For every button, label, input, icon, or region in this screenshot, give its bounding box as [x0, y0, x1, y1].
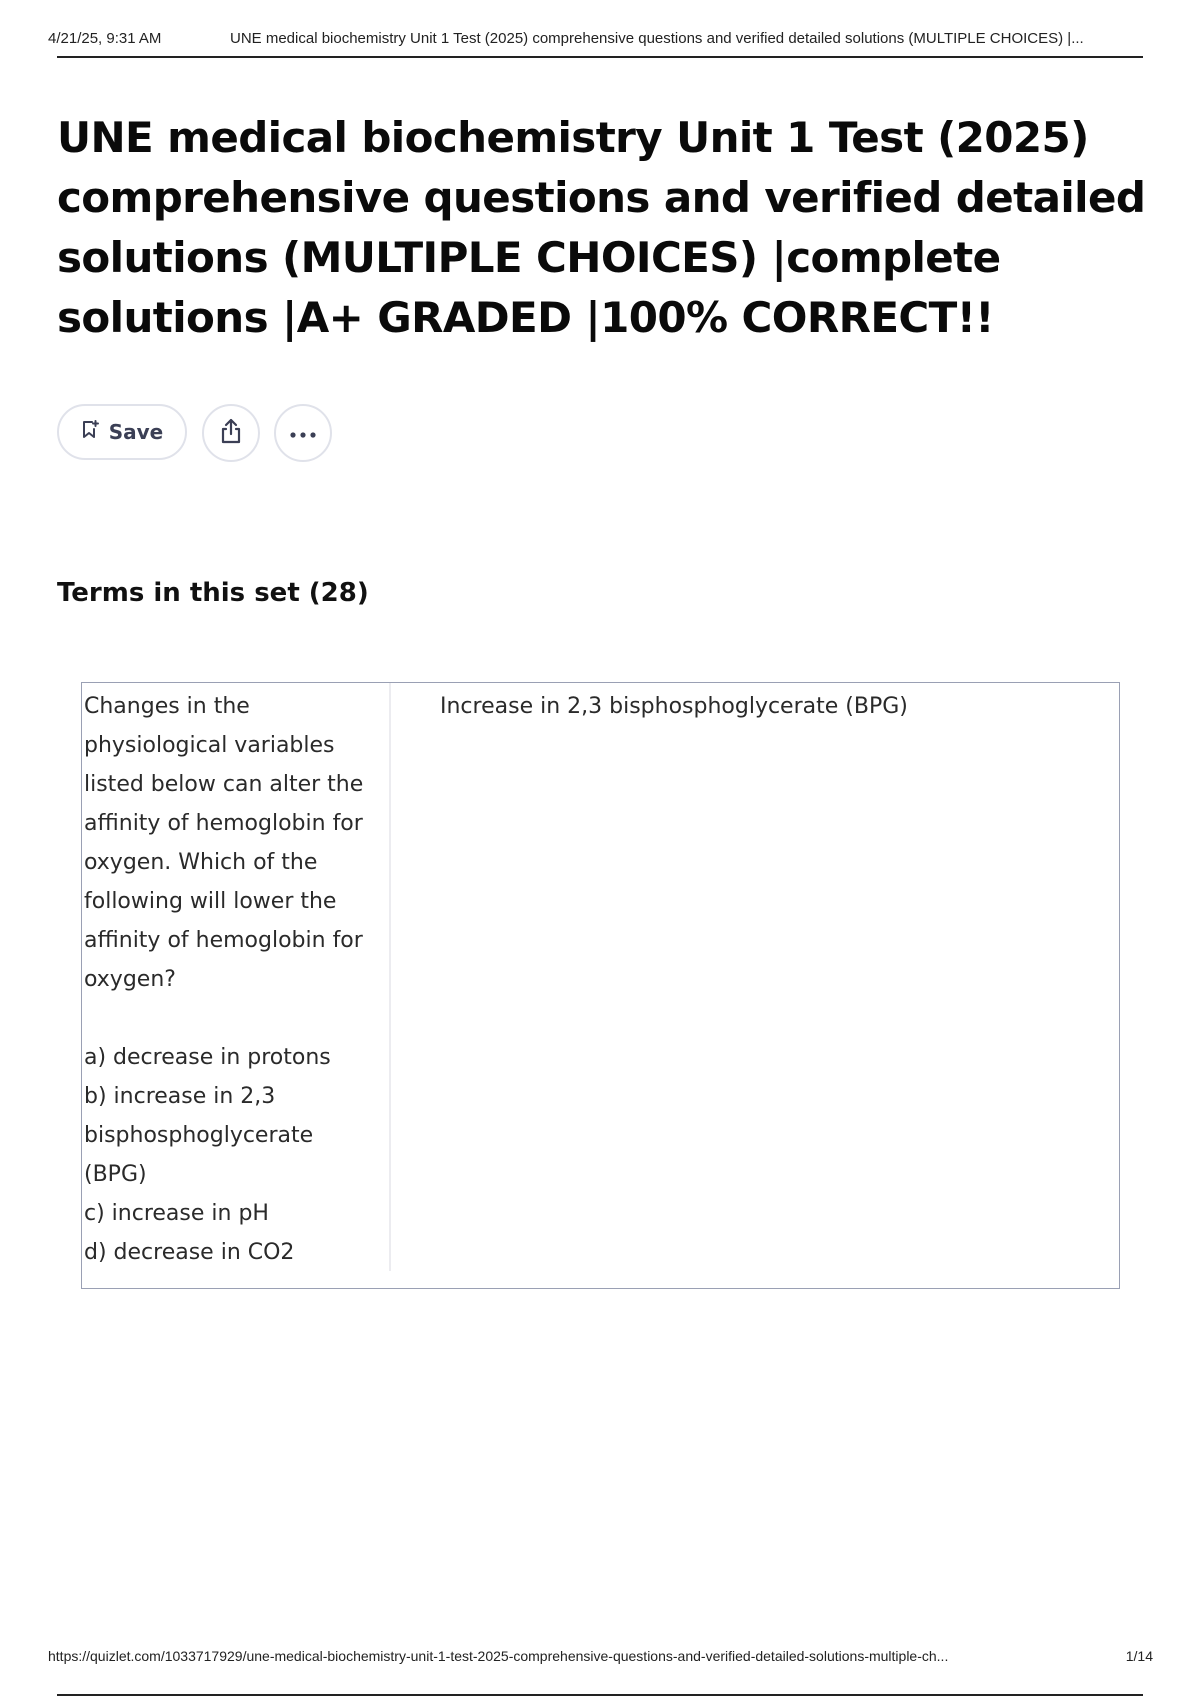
share-icon — [218, 417, 244, 449]
print-footer — [48, 1648, 1153, 1672]
term-definition: Increase in 2,3 bisphosphoglycerate (BPG) — [440, 694, 908, 719]
footer-divider — [57, 1694, 1143, 1696]
more-icon — [289, 424, 317, 443]
term-question: Changes in the physiological variables listed below can alter the affinity of hemoglobin for oxygen. Which of the following will lower the affinity of hemoglobin for oxygen? a) decrease in protons b) increase in 2,3 bisphosphoglycerate (BPG) c) increase in pH d) decrease in CO2 — [84, 694, 364, 1265]
save-label: Save — [108, 420, 164, 444]
page-number: 1/14 — [1125, 1648, 1153, 1664]
term-card — [81, 682, 1120, 1289]
bookmark-icon — [81, 420, 99, 445]
print-url: https://quizlet.com/1033717929/une-medical-biochemistry-unit-1-test-2025-comprehensive-questions-and-verified-detailed-solutions-multiple-ch... — [48, 1648, 949, 1664]
header-divider — [57, 56, 1143, 58]
print-date: 4/21/25, 9:31 AM — [48, 30, 162, 47]
page-title: UNE medical biochemistry Unit 1 Test (2025) comprehensive questions and verified detailed solutions (MULTIPLE CHOICES) |complete solutions |A+ GRADED |100% CORRECT!! — [57, 113, 1146, 342]
print-document-title: UNE medical biochemistry Unit 1 Test (2025) comprehensive questions and verified detailed solutions (MULTIPLE CHOICES) |... — [230, 30, 1084, 47]
terms-heading: Terms in this set (28) — [57, 578, 369, 608]
share-button[interactable] — [202, 404, 260, 462]
print-header — [48, 28, 1153, 54]
more-options-button[interactable] — [274, 404, 332, 462]
save-button[interactable] — [57, 404, 187, 460]
term-divider — [389, 683, 391, 1271]
